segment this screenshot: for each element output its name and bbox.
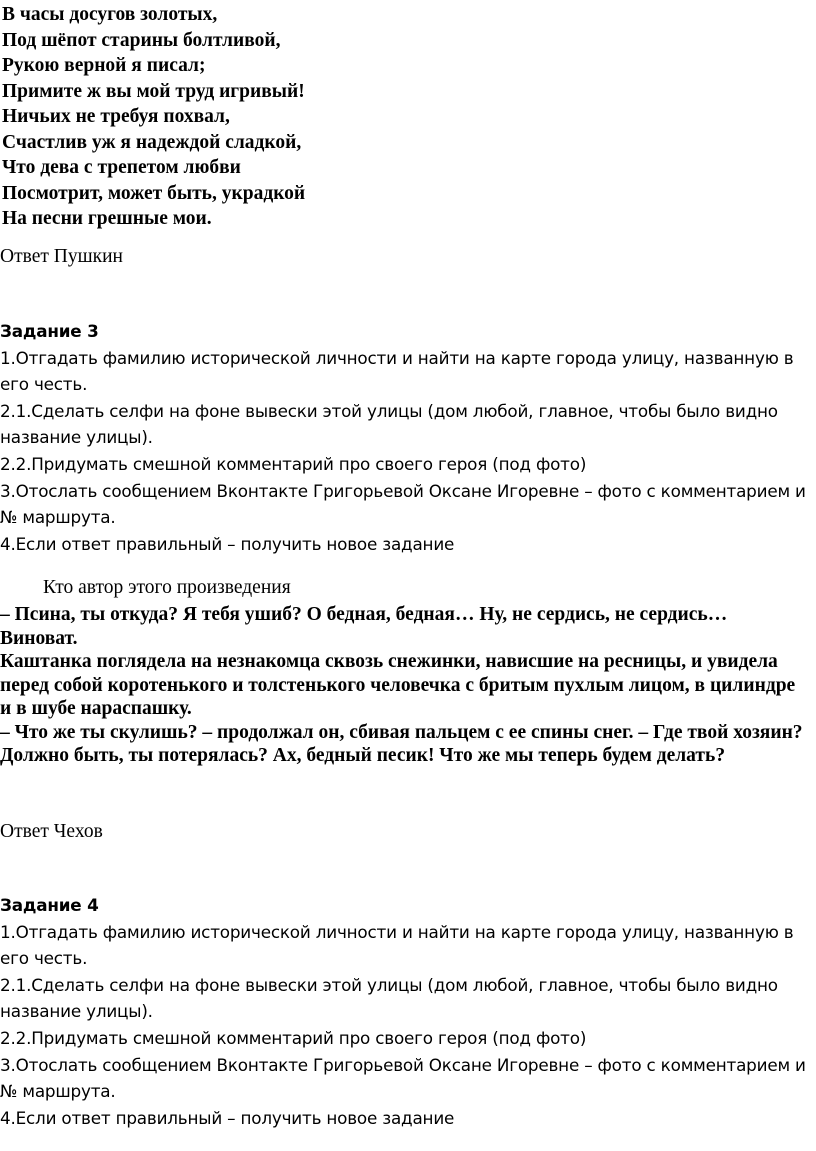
poem-line: Ничьих не требуя похвал, [2,106,230,127]
task-4-item: 2.2.Придумать смешной комментарий про своего героя (под фото) [0,1027,587,1048]
poem-line: Рукою верной я писал; [2,55,206,76]
excerpt-text [0,603,806,768]
task-3-item: 2.2.Придумать смешной комментарий про своего героя (под фото) [0,453,587,474]
task-4-heading: Задание 4 [0,895,99,915]
task-4-item: 2.1.Сделать селфи на фоне вывески этой улицы (дом любой, главное, чтобы было видно название улицы). [0,974,778,1022]
task-3 [0,318,810,557]
task-3-item: 3.Отослать сообщением Вконтакте Григорьевой Оксане Игоревне – фото с комментарием и № маршрута. [0,480,806,528]
task-4-item: 1.Отгадать фамилию исторической личности и найти на карте города улицу, названную в его честь. [0,921,794,969]
poem-line: Счастлив уж я надеждой сладкой, [2,131,302,153]
poem-line: В часы досугов золотых, [2,4,218,25]
poem-line: Под шёпот старины болтливой, [2,29,281,51]
excerpt-paragraph: Каштанка поглядела на незнакомца сквозь снежинки, нависшие на ресницы, и увидела перед собой коротенького и толстенького человечка с бритым пухлым лицом, в цилиндре и в шубе нараспашку. [0,651,796,719]
poem-line: Примите ж вы мой труд игривый! [2,80,305,102]
task-3-heading: Задание 3 [0,321,99,341]
excerpt-paragraph: – Что же ты скулишь? – продолжал он, сбивая пальцем с ее спины снег. – Где твой хозяин? Должно быть, ты потерялась? Ах, бедный песик! Что же мы теперь будем делать? [0,721,803,766]
excerpt-paragraph: – Псина, ты откуда? Я тебя ушиб? О бедная, бедная… Ну, не сердись, не сердись… Виноват. [0,604,728,649]
author-question: Кто автор этого произведения [43,577,291,598]
task-3-item: 2.1.Сделать селфи на фоне вывески этой улицы (дом любой, главное, чтобы было видно название улицы). [0,400,778,448]
task-3-item: 4.Если ответ правильный – получить новое задание [0,533,455,554]
task-4 [0,892,810,1131]
task-3-item: 1.Отгадать фамилию исторической личности и найти на карте города улицу, названную в его честь. [0,347,794,395]
poem-answer: Ответ Пушкин [0,246,123,267]
poem [2,2,305,232]
task-4-item: 3.Отослать сообщением Вконтакте Григорьевой Оксане Игоревне – фото с комментарием и № маршрута. [0,1054,806,1102]
task-4-item: 4.Если ответ правильный – получить новое задание [0,1107,455,1128]
excerpt-answer: Ответ Чехов [0,821,103,842]
poem-line: Что дева с трепетом любви [2,157,241,178]
poem-line: Посмотрит, может быть, украдкой [2,182,306,204]
poem-line: На песни грешные мои. [2,208,212,229]
